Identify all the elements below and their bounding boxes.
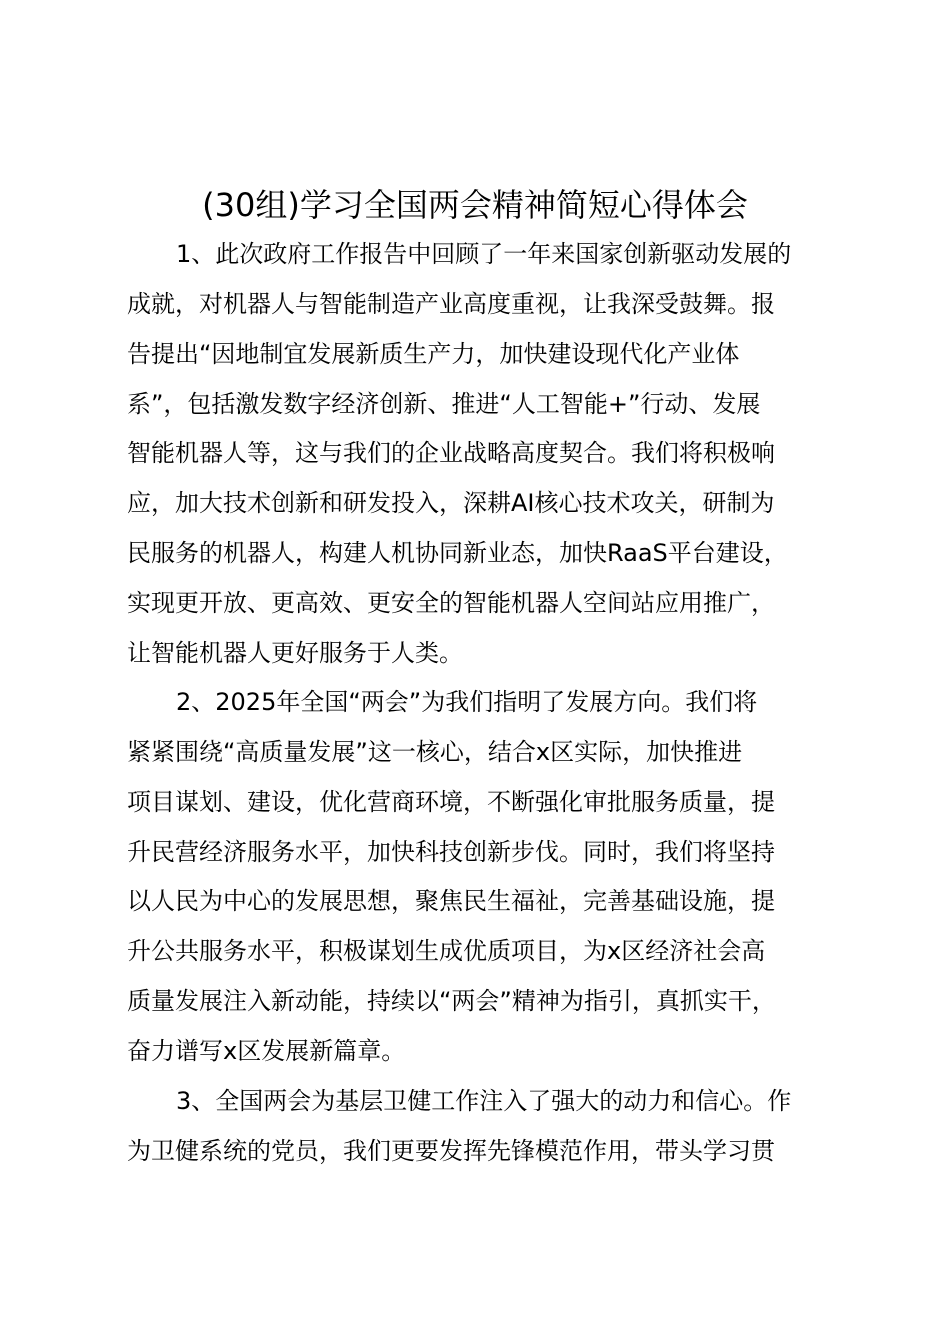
document-title: (30组)学习全国两会精神简短心得体会 xyxy=(202,186,748,224)
paragraph-1-line-1: 1、此次政府工作报告中回顾了一年来国家创新驱动发展的 xyxy=(176,240,792,268)
paragraph-1-line-2: 成就，对机器人与智能制造产业高度重视，让我深受鼓舞。报 xyxy=(127,290,775,318)
paragraph-2-line-2: 紧紧围绕“高质量发展”这一核心，结合x区实际，加快推进 xyxy=(127,738,743,766)
paragraph-1-line-6: 应，加大技术创新和研发投入，深耕AI核心技术攻关，研制为 xyxy=(127,489,775,517)
paragraph-2-line-4: 升民营经济服务水平，加快科技创新步伐。同时，我们将坚持 xyxy=(127,838,775,866)
paragraph-3-line-1: 3、全国两会为基层卫健工作注入了强大的动力和信心。作 xyxy=(176,1087,792,1115)
paragraph-1-line-9: 让智能机器人更好服务于人类。 xyxy=(127,639,463,667)
paragraph-3-line-2: 为卫健系统的党员，我们更要发挥先锋模范作用，带头学习贯 xyxy=(127,1137,775,1165)
paragraph-1-line-5: 智能机器人等，这与我们的企业战略高度契合。我们将积极响 xyxy=(127,439,775,467)
paragraph-1-line-8: 实现更开放、更高效、更安全的智能机器人空间站应用推广， xyxy=(127,589,775,617)
paragraph-2-line-6: 升公共服务水平，积极谋划生成优质项目，为x区经济社会高 xyxy=(127,937,766,965)
paragraph-1-line-3: 告提出“因地制宜发展新质生产力，加快建设现代化产业体 xyxy=(127,340,740,368)
paragraph-2-line-3: 项目谋划、建设，优化营商环境，不断强化审批服务质量，提 xyxy=(127,788,775,816)
paragraph-1-line-4: 系”，包括激发数字经济创新、推进“人工智能+”行动、发展 xyxy=(127,390,761,418)
paragraph-2-line-7: 质量发展注入新动能，持续以“两会”精神为指引，真抓实干， xyxy=(127,987,776,1015)
paragraph-2-line-8: 奋力谱写x区发展新篇章。 xyxy=(127,1037,406,1065)
paragraph-1-line-7: 民服务的机器人，构建人机协同新业态，加快RaaS平台建设， xyxy=(127,539,788,567)
paragraph-2-line-1: 2、2025年全国“两会”为我们指明了发展方向。我们将 xyxy=(176,688,758,716)
paragraph-2-line-5: 以人民为中心的发展思想，聚焦民生福祉，完善基础设施，提 xyxy=(127,887,775,915)
